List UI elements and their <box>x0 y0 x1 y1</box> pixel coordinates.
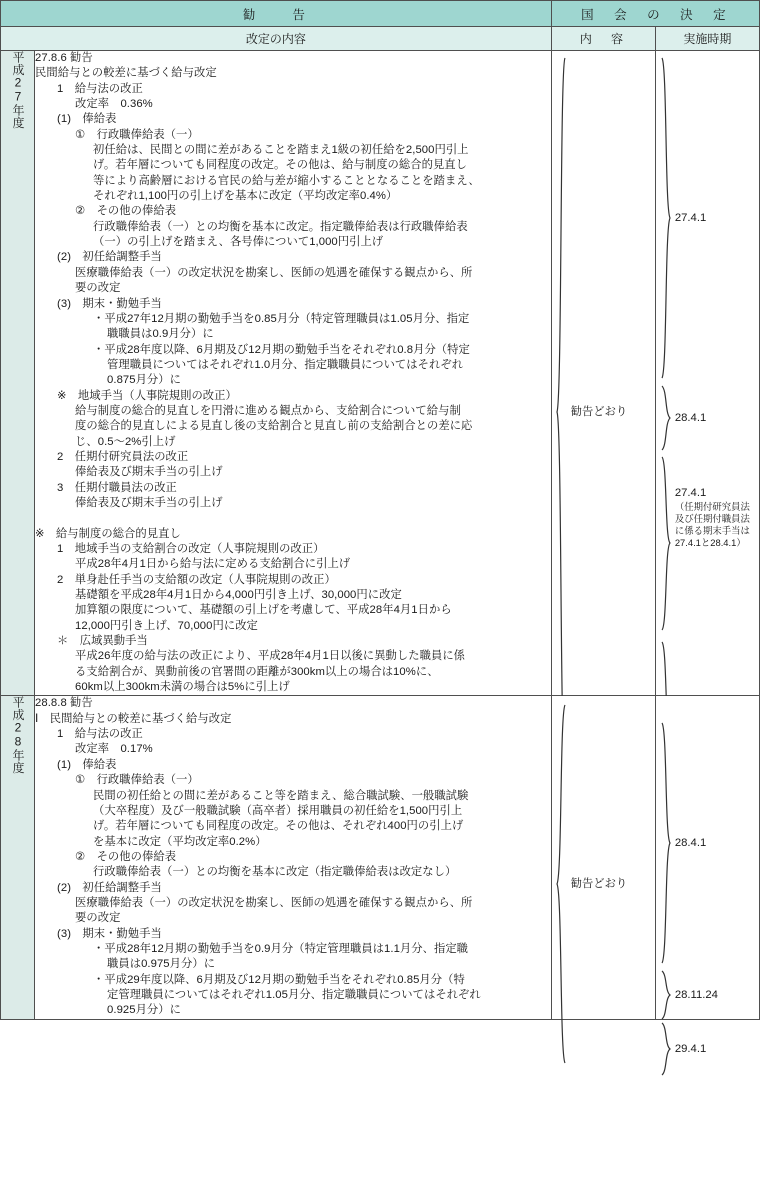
header-recommendation: 勧 告 <box>1 1 552 27</box>
line-bullet-cont: 定管理職員についてはそれぞれ1.05月分、指定職職員についてはそれぞれ <box>107 988 481 1001</box>
line-item-1 <box>35 82 551 97</box>
item-number: 1 <box>57 543 64 555</box>
header-diet-decision: 国 会 の 決 定 <box>551 1 759 27</box>
timing-date: 27.4.1 <box>674 487 707 500</box>
item-text: 給与法の改正 <box>74 82 143 95</box>
year-vertical-text <box>11 51 24 128</box>
item-number: ① <box>75 774 86 787</box>
item-number: ② <box>75 850 86 863</box>
timing-brace-1-fy27 <box>660 57 757 379</box>
item-text: 任期付職員法の改正 <box>74 481 177 494</box>
line-body: 医療職俸給表（一）の改定状況を勘案し、医師の処遇を確保する観点から、所 <box>75 896 473 909</box>
line-item-1 <box>35 727 551 742</box>
item-text: 給与法の改正 <box>74 728 143 741</box>
curly-brace-icon <box>660 57 671 379</box>
line-item-2 <box>35 450 551 465</box>
timing-label-3-fy28: 29.4.1 <box>674 1043 707 1056</box>
line-bullet: ・平成28年度以降、6月期及び12月期の勤勉手当をそれぞれ0.8月分（特定 <box>93 343 470 356</box>
timing-cell-fy27 <box>655 51 759 696</box>
section-number: Ⅰ <box>35 712 39 725</box>
line-body: （大卒程度）及び一般職試験（高卒者）採用職員の初任給を1,500円引上 <box>93 804 463 817</box>
line-item-1-3 <box>35 297 551 312</box>
line-item-1-1 <box>35 758 551 773</box>
timing-brace-2-fy28 <box>660 970 757 1020</box>
year-suffix: 年度 <box>10 103 25 129</box>
line-body: 加算額の限度について、基礎額の引上げを考慮して、平成28年4月1日から <box>75 604 452 617</box>
item-number: 2 <box>57 450 64 463</box>
asterisk-mark: ＊ <box>57 635 69 648</box>
line-item-1-2 <box>35 881 551 896</box>
item-text: 行政職俸給表（一） <box>96 774 199 787</box>
item-text: その他の俸給表 <box>96 850 177 863</box>
item-number: (3) <box>57 927 72 940</box>
item-text: 期末・勤勉手当 <box>82 927 162 940</box>
decision-label-fy27: 勧告どおり <box>570 405 628 418</box>
line-rate: 改定率 0.17% <box>75 743 153 756</box>
year-number: 27 <box>10 75 25 104</box>
header-row-sub <box>1 27 760 51</box>
year-label-fy27 <box>1 51 35 696</box>
kome-mark: ※ <box>57 389 67 402</box>
line-body: それぞれ1,100円の引上げを基本に改定（平均改定率0.4%） <box>93 190 398 203</box>
item-text: 俸給表 <box>82 758 117 771</box>
note-text: 地域手当（人事院規則の改正） <box>77 389 237 402</box>
decision-cell-fy28 <box>551 696 655 1019</box>
curly-brace-icon <box>556 57 567 767</box>
line-item-1-1-2 <box>35 204 551 219</box>
item-text: 俸給表 <box>82 113 117 126</box>
timing-note: （任期付研究員法及び任期付職員法に係る期末手当は27.4.1と28.4.1） <box>674 500 750 548</box>
item-text: 地域手当の支給割合の改定（人事院規則の改正） <box>74 543 325 555</box>
note-text: 広域異動手当 <box>79 635 148 648</box>
line-item-1-2 <box>35 250 551 265</box>
table-header <box>1 1 760 51</box>
line-body: 平成28年4月1日から給与法に定める支給割合に引上げ <box>75 558 351 571</box>
timing-cell-fy28 <box>655 696 759 1056</box>
line-body: 等により高齢層における官民の給与差が縮小することとなることを踏まえ、 <box>93 174 480 187</box>
year-vertical-text <box>11 696 24 773</box>
line-body: る支給割合が、異動前後の官署間の距離が300km以上の場合は10%に、 <box>75 665 439 678</box>
item-text: 初任給調整手当 <box>82 251 162 264</box>
line-body: 要の改定 <box>75 912 121 925</box>
item-number: ① <box>75 128 86 141</box>
kome-mark: ※ <box>35 527 45 540</box>
item-number: 2 <box>57 573 64 586</box>
item-text: 期末・勤勉手当 <box>82 297 162 310</box>
timing-label-3-fy27 <box>671 456 757 549</box>
line-heading-date: 27.8.6 勧告 <box>35 52 93 64</box>
line-review-item-1 <box>35 542 551 557</box>
item-text: 行政職俸給表（一） <box>96 128 199 141</box>
header-content-of-revision: 改定の内容 <box>1 27 552 51</box>
line-bullet-cont: 管理職員についてはそれぞれ1.0月分、指定職職員についてはそれぞれ <box>107 358 464 371</box>
decision-brace-group-fy27 <box>556 57 653 767</box>
line-body: 医療職俸給表（一）の改定状況を勘案し、医師の処遇を確保する観点から、所 <box>75 266 473 279</box>
item-text: その他の俸給表 <box>96 205 177 218</box>
item-number: 1 <box>57 728 64 741</box>
table-row-fy28 <box>1 696 760 1019</box>
year-suffix: 年度 <box>10 749 25 774</box>
decision-label-fy28: 勧告どおり <box>570 878 628 891</box>
line-body: 60km以上300km未満の場合は5%に引上げ <box>75 681 290 694</box>
line-item-1-1-2 <box>35 850 551 865</box>
line-body: 民間の初任給との間に差があること等を踏まえ、総合職試験、一般職試験 <box>93 789 469 802</box>
line-body: 行政職俸給表（一）との均衡を基本に改定（指定職俸給表は改定なし） <box>93 866 457 879</box>
line-body: 平成26年度の給与法の改正により、平成28年4月1日以後に異動した職員に係 <box>75 650 466 663</box>
line-body: げ。若年層についても同程度の改定。その他は、給与制度の総合的見直し <box>93 159 468 172</box>
timing-brace-3-fy27 <box>660 456 757 631</box>
item-number: (3) <box>57 297 72 310</box>
section-text: 民間給与との較差に基づく給与改定 <box>49 712 232 725</box>
line-heading-topic: 民間給与との較差に基づく給与改定 <box>35 67 217 80</box>
timing-brace-2-fy27 <box>660 385 757 451</box>
line-item-1-1-1 <box>35 128 551 143</box>
line-body: げ。若年層についても同程度の改定。その他は、それぞれ400円の引上げ <box>93 820 464 833</box>
line-rate: 改定率 0.36% <box>75 98 153 111</box>
item-number: 1 <box>57 82 64 95</box>
timing-brace-3-fy28 <box>660 1022 757 1076</box>
spacer-line <box>35 511 551 526</box>
line-item-1-1-1 <box>35 773 551 788</box>
line-bullet-cont: 職員は0.975月分）に <box>107 958 216 971</box>
timing-label-2-fy27: 28.4.1 <box>674 411 707 424</box>
curly-brace-icon <box>660 722 671 964</box>
line-bullet-cont: 0.925月分）に <box>107 1004 181 1017</box>
line-bullet-cont: 0.875月分）に <box>107 374 181 387</box>
line-body: 初任給は、民間との間に差があることを踏まえ1級の初任給を2,500円引上 <box>93 144 469 157</box>
curly-brace-icon <box>556 704 567 1064</box>
item-text: 単身赴任手当の支給額の改定（人事院規則の改正） <box>74 573 336 586</box>
line-note-wide-area-allowance <box>35 634 551 649</box>
item-text: 初任給調整手当 <box>82 881 162 894</box>
line-body: 度の総合的見直しによる見直し後の支給割合と見直し前の支給割合との差に応 <box>75 420 473 433</box>
year-era: 平成 <box>10 51 25 76</box>
timing-label-1-fy28: 28.4.1 <box>674 837 707 850</box>
line-item-1-1 <box>35 112 551 127</box>
line-body: 12,000円引き上げ、70,000円に改定 <box>75 619 258 632</box>
line-body: （一）の引上げを踏まえ、各号俸について1,000円引上げ <box>93 236 384 249</box>
line-item-3 <box>35 481 551 496</box>
line-body: じ、0.5〜2%引上げ <box>75 435 176 448</box>
line-bullet: ・平成28年12月期の勤勉手当を0.9月分（特定管理職員は1.1月分、指定職 <box>93 942 469 955</box>
line-bullet: ・平成29年度以降、6月期及び12月期の勤勉手当をそれぞれ0.85月分（特 <box>93 973 465 986</box>
item-number: (1) <box>57 113 72 126</box>
curly-brace-icon <box>660 970 671 1020</box>
curly-brace-icon <box>660 385 671 451</box>
line-body: 俸給表及び期末手当の引上げ <box>75 466 223 479</box>
timing-label-1-fy27: 27.4.1 <box>674 211 707 224</box>
item-number: ② <box>75 205 86 218</box>
line-body: 要の改定 <box>75 282 121 295</box>
decision-cell-fy27 <box>551 51 655 696</box>
header-timing: 実施時期 <box>655 27 759 51</box>
item-number: (2) <box>57 251 72 264</box>
header-content: 内 容 <box>551 27 655 51</box>
line-body: 給与制度の総合的見直しを円滑に進める観点から、支給割合について給与制 <box>75 404 461 417</box>
line-review-item-2 <box>35 573 551 588</box>
line-body: 俸給表及び期末手当の引上げ <box>75 496 223 509</box>
line-body: を基本に改定（平均改定率0.2%） <box>93 835 267 848</box>
timing-brace-1-fy28 <box>660 722 757 964</box>
content-cell-fy27 <box>35 51 552 696</box>
line-note-chiikiteate <box>35 389 551 404</box>
year-number: 28 <box>10 720 25 750</box>
line-section-1 <box>35 712 551 727</box>
curly-brace-icon <box>660 456 671 631</box>
line-heading-date: 28.8.8 勧告 <box>35 697 93 710</box>
decision-brace-group-fy28 <box>556 704 653 1064</box>
line-item-1-3 <box>35 927 551 942</box>
item-number: 3 <box>57 481 64 494</box>
line-bullet-cont: 職職員は0.9月分）に <box>107 328 214 341</box>
curly-brace-icon <box>660 1022 671 1076</box>
line-bullet: ・平成27年12月期の勤勉手当を0.85月分（特定管理職員は1.05月分、指定 <box>93 312 470 325</box>
header-row-top <box>1 1 760 27</box>
year-era: 平成 <box>10 696 25 721</box>
line-note-overall-review <box>35 527 551 542</box>
item-text: 任期付研究員法の改正 <box>74 450 189 463</box>
line-body: 行政職俸給表（一）との均衡を基本に改定。指定職俸給表は行政職俸給表 <box>93 220 468 233</box>
timing-label-2-fy28: 28.11.24 <box>674 989 718 1002</box>
year-label-fy28 <box>1 696 35 1019</box>
content-cell-fy28 <box>35 696 552 1019</box>
table-row-fy27 <box>1 51 760 696</box>
item-number: (1) <box>57 758 72 771</box>
note-text: 給与制度の総合的見直し <box>55 527 181 540</box>
line-body: 基礎額を平成28年4月1日から4,000円引き上げ、30,000円に改定 <box>75 589 402 602</box>
item-number: (2) <box>57 881 72 894</box>
